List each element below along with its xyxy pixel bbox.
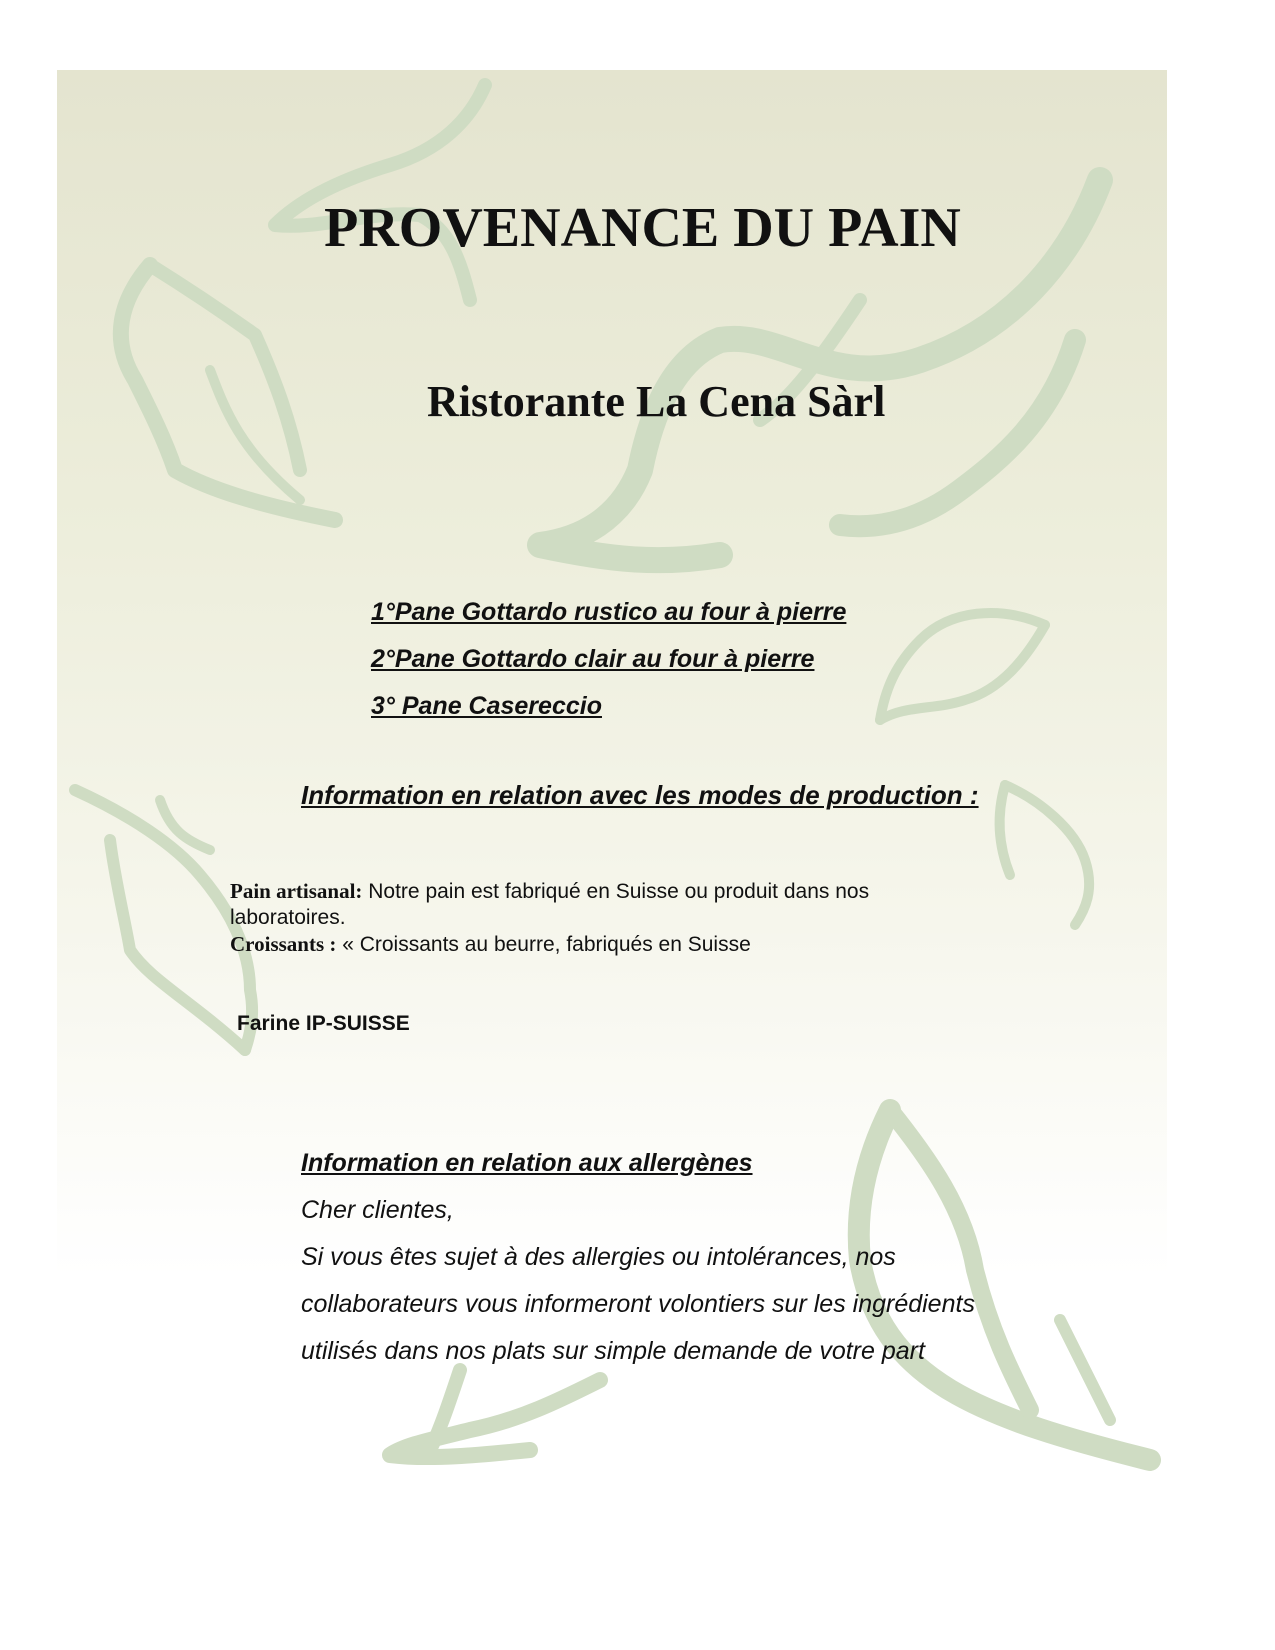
leaf-shape — [1005, 785, 1089, 925]
production-heading: Information en relation avec les modes de production : — [301, 780, 979, 810]
allergen-line: Cher clientes, — [301, 1196, 454, 1224]
allergen-heading: Information en relation aux allergènes — [301, 1149, 753, 1177]
pain-text: Notre pain est fabriqué en Suisse ou produit dans nos laboratoires. — [230, 880, 870, 929]
production-info — [230, 878, 990, 958]
allergen-section — [301, 1140, 1101, 1375]
leaf-shape — [390, 1380, 600, 1457]
allergen-line: Si vous êtes sujet à des allergies ou intolérances, nos — [301, 1243, 896, 1271]
allergen-line: utilisés dans nos plats sur simple demande de votre part — [301, 1337, 925, 1365]
bread-list — [371, 589, 846, 730]
leaf-shape — [1000, 785, 1010, 875]
croissants-info — [230, 931, 990, 958]
croissants-text: « Croissants au beurre, fabriqués en Suisse — [336, 933, 751, 956]
bread-item: 2°Pane Gottardo clair au four à pierre — [371, 645, 815, 673]
bread-item: 1°Pane Gottardo rustico au four à pierre — [371, 598, 847, 626]
leaf-shape — [121, 265, 335, 520]
pain-info — [230, 878, 990, 931]
leaf-shape — [150, 265, 300, 470]
bread-item: 3° Pane Casereccio — [371, 692, 602, 720]
page-title: PROVENANCE DU PAIN — [324, 197, 961, 259]
leaf-shape — [110, 840, 245, 1050]
flour-label: Farine IP-SUISSE — [237, 1012, 410, 1035]
leaf-shape — [275, 85, 485, 300]
leaf-shape — [880, 625, 1045, 720]
croissants-label: Croissants : — [230, 932, 337, 956]
pain-label: Pain artisanal: — [230, 879, 363, 903]
allergen-line: collaborateurs vous informeront volontiers sur les ingrédients — [301, 1290, 975, 1318]
restaurant-name: Ristorante La Cena Sàrl — [427, 377, 886, 426]
leaf-shape — [75, 790, 252, 1050]
